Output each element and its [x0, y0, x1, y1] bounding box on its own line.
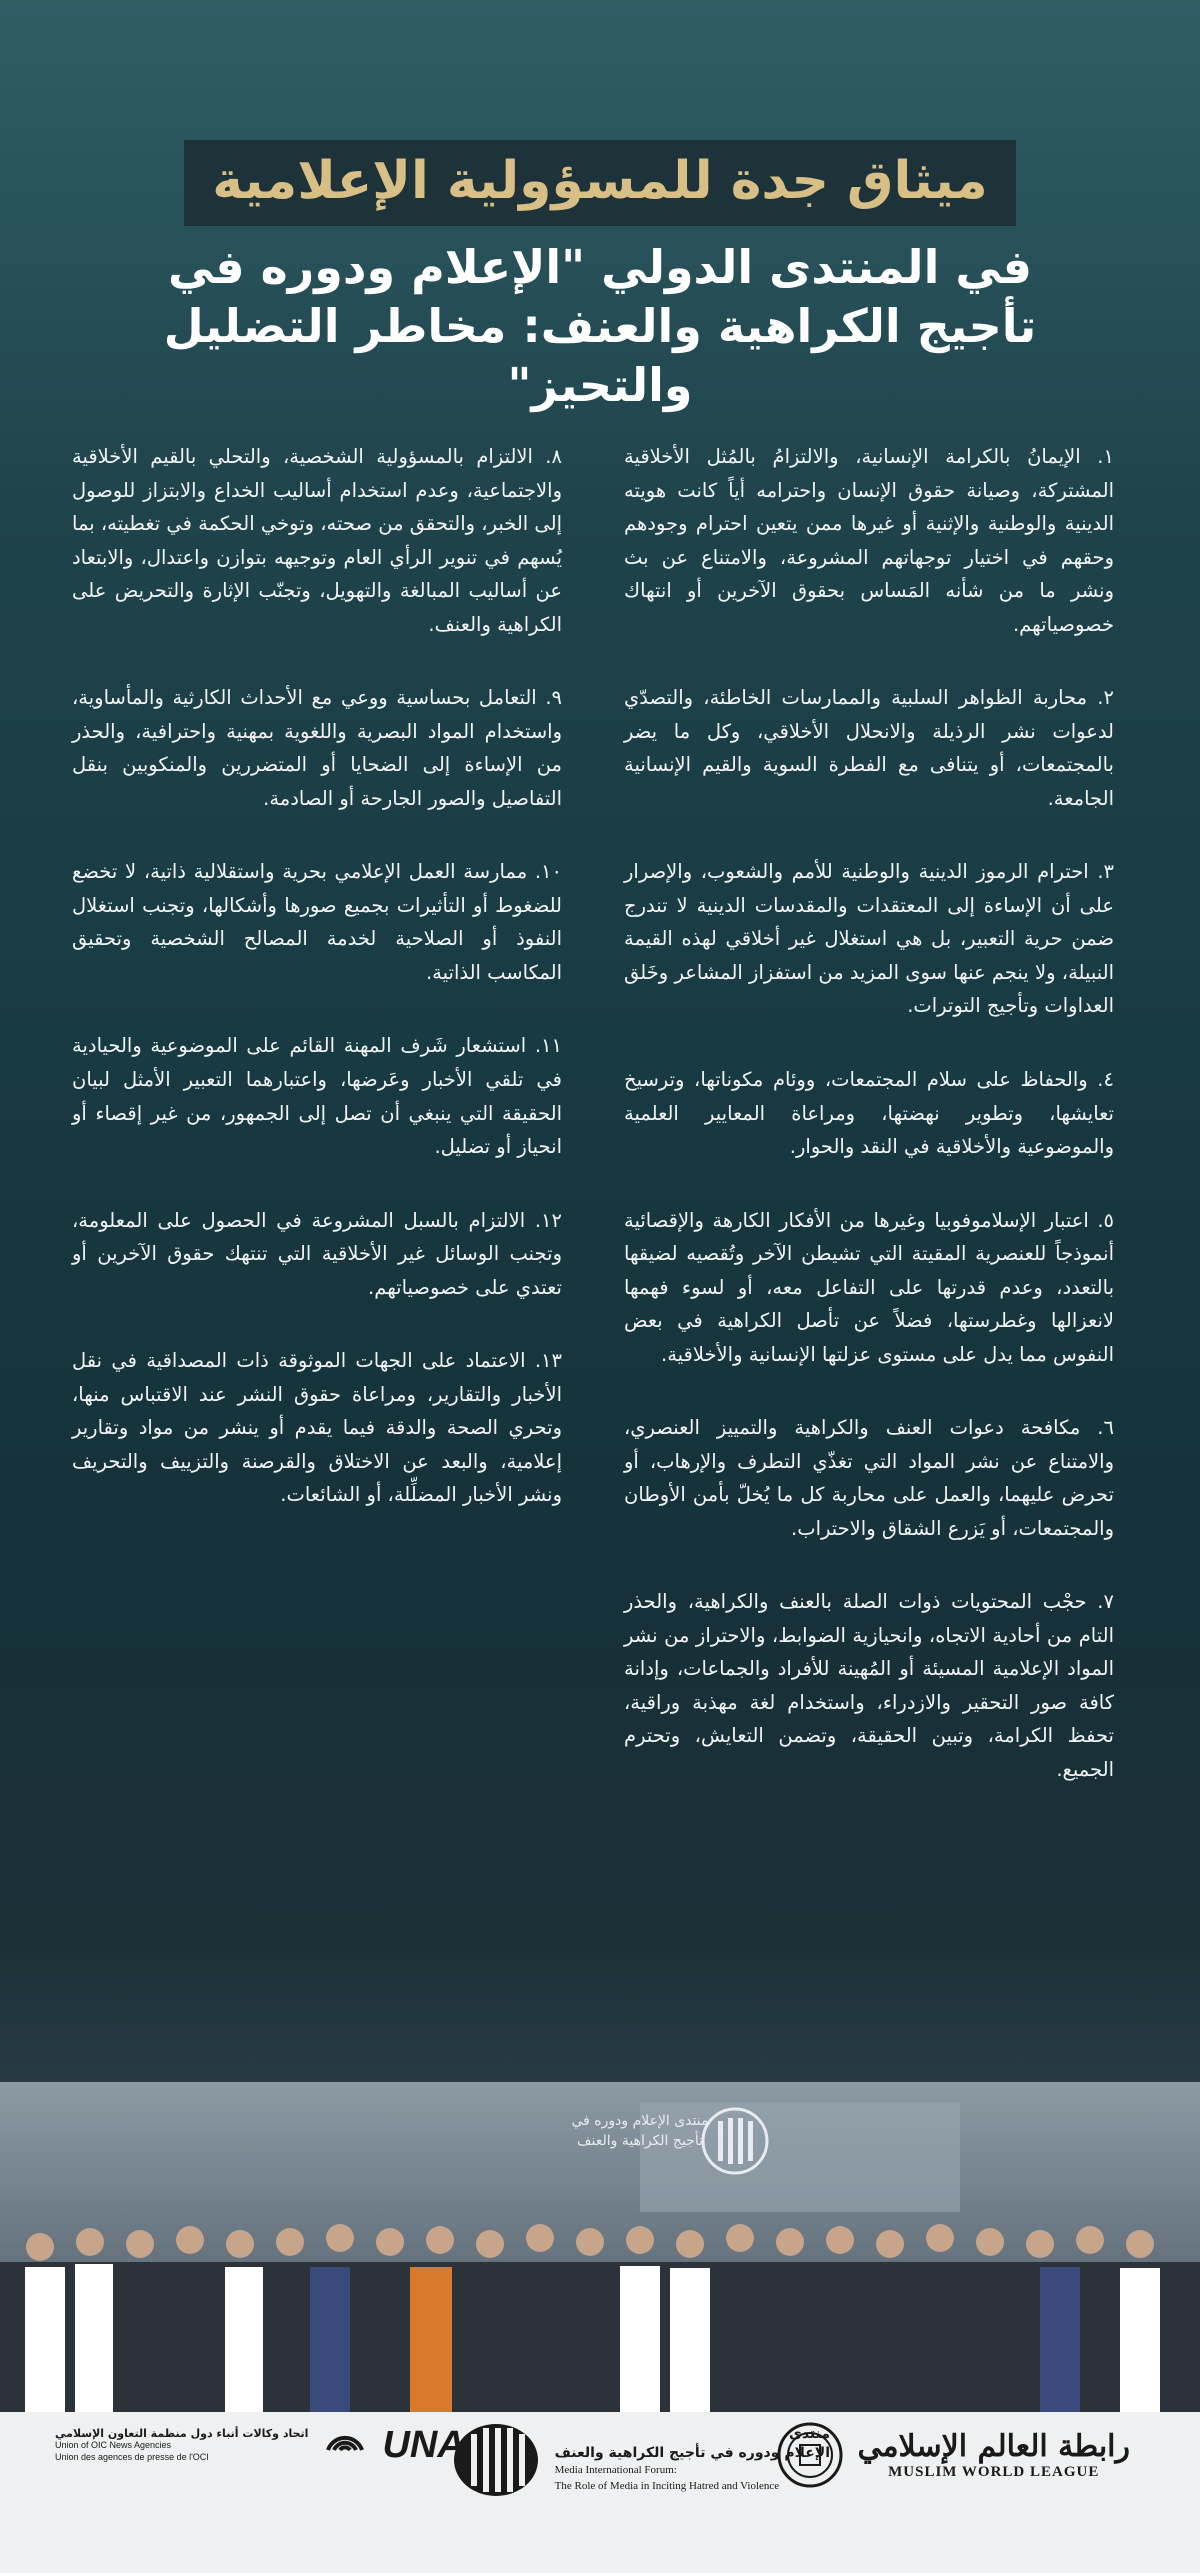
article-10: ١٠. ممارسة العمل الإعلامي بحرية واستقلالية ذاتية، لا تخضع للضغوط أو التأثيرات بجميع صورها وأشكالها، وتجنب استغلال النفوذ أو الصلاحية لخدمة المصالح الشخصية وتحقيق المكاسب الذاتية. — [72, 860, 562, 984]
articles-column-left — [72, 440, 562, 1552]
crowd-silhouette — [0, 2172, 1200, 2412]
page-subtitle: في المنتدى الدولي "الإعلام ودوره في تأجيج الكراهية والعنف: مخاطر التضليل والتحيز" — [163, 240, 1037, 412]
mwl-name-en: MUSLIM WORLD LEAGUE — [888, 2464, 1100, 2480]
article-7: ٧. حجْب المحتويات ذوات الصلة بالعنف والكراهية، والحذر التام من أحادية الاتجاه، وانحيازية الضوابط، والاحتراز من نشر المواد الإعلامية المسيئة أو المُهينة للأفراد والجماعات، وإدانة كافة صور التحقير والازدراء، واستخدام لغة مهذبة وراقية، تحفظ الكرامة، وتبين الحقيقة، وتضمن التعايش، وتحترم الجميع. — [624, 1590, 1114, 1781]
article-3: ٣. احترام الرموز الدينية والوطنية للأمم والشعوب، والإصرار على أن الإساءة إلى المعتقدات والمقدسات الدينية لا تندرج ضمن حرية التعبير، بل هي استغلال غير أخلاقي لهذه القيمة النبيلة، ولا ينجم عنها سوى المزيد من استفزاز المشاعر وخَلق العداوات وتأجيج التوترات. — [624, 860, 1114, 1018]
una-name-ar: اتحاد وكالات أنباء دول منظمة التعاون الإسلامي — [55, 2426, 309, 2440]
page-title: ميثاق جدة للمسؤولية الإعلامية — [184, 140, 1015, 226]
article-12: ١٢. الالتزام بالسبل المشروعة في الحصول على المعلومة، وتجنب الوسائل غير الأخلاقية التي تنتهك حقوق الآخرين أو تعتدي على خصوصياتهم. — [72, 1208, 562, 1299]
article-1: ١. الإيمانُ بالكرامة الإنسانية، والالتزامُ بالمُثل الأخلاقية المشتركة، وصيانة حقوق الإنسان واحترامه أياً كانت هويته الدينية والوطنية والإثنية أو غيرها ممن يتعين احترام وجودهم وحقهم في اختيار توجهاتهم المشروعة، والامتناع عن بث ونشر ما من شأنه المَساس بحقوق الآخرين أو انتهاك خصوصياتهم. — [624, 445, 1114, 636]
article-6: ٦. مكافحة دعوات العنف والكراهية والتمييز العنصري، والامتناع عن نشر المواد التي تغذّي التطرف والإرهاب، أو تحرض عليهما، والعمل على محاربة كل ما يُخلّ بأمن الأوطان والمجتمعات، أو يَزرع الشقاق والاحتراب. — [624, 1416, 1114, 1540]
articles-column-right — [624, 440, 1114, 1827]
forum-name-en-2: The Role of Media in Inciting Hatred and Violence — [554, 2479, 780, 2492]
forum-name-en-1: Media International Forum: — [554, 2463, 677, 2476]
forum-label-ar: منتدى — [788, 2426, 830, 2443]
una-text — [55, 2427, 308, 2463]
mwl-text — [857, 2429, 1130, 2481]
una-emblem-icon — [320, 2420, 370, 2470]
forum-logo — [430, 2420, 830, 2500]
mwl-name-ar: رابطة العالم الإسلامي — [857, 2429, 1130, 2464]
una-logo — [55, 2420, 465, 2470]
una-wordmark: UNA — [382, 2423, 465, 2466]
article-4: ٤. والحفاظ على سلام المجتمعات، ووئام مكوناتها، وترسيخ تعايشها، وتطوير نهضتها، ومراعاة المعايير العلمية والموضوعية والأخلاقية في النقد والحوار. — [624, 1067, 1114, 1159]
article-11: ١١. استشعار شَرف المهنة القائم على الموضوعية والحيادية في تلقي الأخبار وعَرضها، واعتبارهما التعبير الأمثل لبيان الحقيقة التي ينبغي أن تصل إلى الجمهور، من غير إقصاء أو انحياز أو تضليل. — [72, 1034, 562, 1159]
article-5: ٥. اعتبار الإسلاموفوبيا وغيرها من الأفكار الكارهة والإقصائية أنموذجاً للعنصرية المقيتة التي تشيطن الآخر وتُقصيه لضيقها بالتعدد، وعدم قدرتها على التفاعل معه، أو لسوء فهمها لانعزالها وغطرستها، فضلاً عن تأصل الكراهية في بعض النفوس مما يدل على مستوى عزلتها الإنسانية والأخلاقية. — [624, 1208, 1114, 1366]
forum-text — [555, 2425, 830, 2495]
group-photo — [0, 2082, 1200, 2412]
una-name-en-2: Union des agences de presse de l'OCI — [55, 2451, 209, 2462]
stage-banner-text: منتدى الإعلام ودوره في تأجيج الكراهية والعنف — [571, 2113, 709, 2149]
article-8: ٨. الالتزام بالمسؤولية الشخصية، والتحلي بالقيم الأخلاقية والاجتماعية، وعدم استخدام أساليب الخداع والابتزاز للوصول إلى الخبر، والتحقق من صحته، وتوخي الحكمة في تغطيته، بما يُسهم في تنوير الرأي العام وتوجيهه بتوازن واعتدال، والابتعاد عن أساليب المبالغة والتهويل، وتجنّب الإثارة والتحريض على الكراهية والعنف. — [72, 445, 562, 636]
una-name-en-1: Union of OIC News Agencies — [55, 2439, 172, 2450]
forum-mark-icon — [700, 2106, 770, 2176]
article-2: ٢. محاربة الظواهر السلبية والممارسات الخاطئة، والتصدّي لدعوات نشر الرذيلة والانحلال الأخلاقي، وكل ما يضر بالمجتمعات، أو يتنافى مع الفطرة السوية والقيم الإنسانية الجامعة. — [624, 686, 1114, 810]
title-wrap — [0, 140, 1200, 226]
article-13: ١٣. الاعتماد على الجهات الموثوقة ذات المصداقية في نقل الأخبار والتقارير، ومراعاة حقوق النشر عند الاقتباس منها، وتحري الصحة والدقة فيما يقدم أو ينشر من مواد وتقارير إعلامية، والبعد عن الاختلاق والقرصنة والتزييف والتحريف ونشر الأخبار المضلِّلة، أو الشائعات. — [72, 1349, 562, 1507]
article-9: ٩. التعامل بحساسية ووعي مع الأحداث الكارثية والمأساوية، واستخدام المواد البصرية واللغوية بمهنية واحترافية، والحذر من الإساءة إلى الضحايا أو المتضررين والمنكوبين بنقل التفاصيل والصور الجارحة أو الصادمة. — [72, 686, 562, 810]
forum-name-ar: الإعلام ودوره في تأجيج الكراهية والعنف — [554, 2445, 830, 2462]
